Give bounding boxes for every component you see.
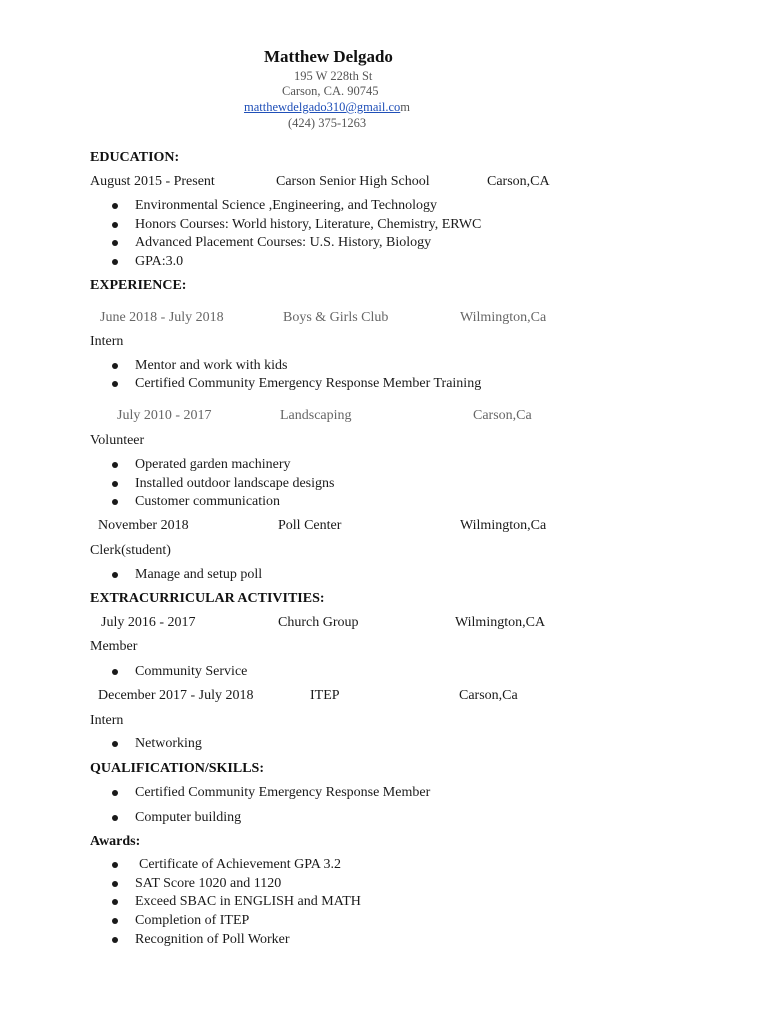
job-bullet: Mentor and work with kids bbox=[135, 358, 288, 373]
bullet-icon bbox=[112, 741, 118, 747]
job-location: Wilmington,Ca bbox=[460, 518, 547, 533]
job-location: Wilmington,Ca bbox=[460, 310, 547, 325]
job-dates: June 2018 - July 2018 bbox=[100, 310, 224, 325]
experience-heading: EXPERIENCE: bbox=[90, 278, 187, 293]
job-org: Landscaping bbox=[280, 408, 352, 423]
address-line-1: 195 W 228th St bbox=[294, 69, 373, 83]
activity-role: Member bbox=[90, 639, 138, 654]
bullet-icon bbox=[112, 815, 118, 821]
skill-bullet: Computer building bbox=[135, 810, 242, 825]
activity-bullet: Community Service bbox=[135, 664, 248, 679]
job-location: Carson,Ca bbox=[473, 408, 532, 423]
job-bullet: Certified Community Emergency Response Member Training bbox=[135, 376, 482, 391]
email-tail: m bbox=[400, 100, 410, 114]
education-bullet: Environmental Science ,Engineering, and Technology bbox=[135, 198, 438, 213]
bullet-icon bbox=[112, 381, 118, 387]
bullet-icon bbox=[112, 462, 118, 468]
job-bullet: Manage and setup poll bbox=[135, 567, 263, 582]
job-role: Volunteer bbox=[90, 433, 145, 448]
education-bullet: GPA:3.0 bbox=[135, 254, 184, 269]
activity-location: Wilmington,CA bbox=[455, 615, 546, 630]
job-bullet: Operated garden machinery bbox=[135, 457, 291, 472]
bullet-icon bbox=[112, 881, 118, 887]
bullet-icon bbox=[112, 499, 118, 505]
award-bullet: Certificate of Achievement GPA 3.2 bbox=[139, 857, 342, 872]
bullet-icon bbox=[112, 937, 118, 943]
awards-heading: Awards: bbox=[90, 834, 141, 849]
activity-location: Carson,Ca bbox=[459, 688, 518, 703]
skill-bullet: Certified Community Emergency Response Member bbox=[135, 785, 431, 800]
email-link[interactable]: matthewdelgado310@gmail.co bbox=[244, 100, 401, 114]
job-dates: July 2010 - 2017 bbox=[117, 408, 212, 423]
activity-org: ITEP bbox=[310, 688, 340, 703]
education-bullet: Advanced Placement Courses: U.S. History, Biology bbox=[135, 235, 432, 250]
bullet-icon bbox=[112, 862, 118, 868]
job-role: Intern bbox=[90, 334, 124, 349]
extracurricular-heading: EXTRACURRICULAR ACTIVITIES: bbox=[90, 591, 325, 606]
bullet-icon bbox=[112, 669, 118, 675]
education-dates: August 2015 - Present bbox=[90, 174, 215, 189]
bullet-icon bbox=[112, 203, 118, 209]
job-org: Poll Center bbox=[278, 518, 342, 533]
activity-role: Intern bbox=[90, 713, 124, 728]
applicant-name: Matthew Delgado bbox=[264, 47, 393, 66]
award-bullet: Exceed SBAC in ENGLISH and MATH bbox=[135, 894, 361, 909]
job-dates: November 2018 bbox=[98, 518, 189, 533]
activity-dates: December 2017 - July 2018 bbox=[98, 688, 254, 703]
job-org: Boys & Girls Club bbox=[283, 310, 389, 325]
bullet-icon bbox=[112, 899, 118, 905]
education-location: Carson,CA bbox=[487, 174, 550, 189]
bullet-icon bbox=[112, 363, 118, 369]
activity-bullet: Networking bbox=[135, 736, 202, 751]
award-bullet: SAT Score 1020 and 1120 bbox=[135, 876, 282, 891]
job-bullet: Customer communication bbox=[135, 494, 281, 509]
bullet-icon bbox=[112, 240, 118, 246]
activity-org: Church Group bbox=[278, 615, 359, 630]
education-heading: EDUCATION: bbox=[90, 150, 180, 165]
award-bullet: Recognition of Poll Worker bbox=[135, 932, 290, 947]
award-bullet: Completion of ITEP bbox=[135, 913, 250, 928]
bullet-icon bbox=[112, 259, 118, 265]
bullet-icon bbox=[112, 790, 118, 796]
bullet-icon bbox=[112, 222, 118, 228]
activity-dates: July 2016 - 2017 bbox=[101, 615, 196, 630]
phone-number: (424) 375-1263 bbox=[288, 116, 367, 130]
address-line-2: Carson, CA. 90745 bbox=[282, 84, 379, 98]
bullet-icon bbox=[112, 918, 118, 924]
education-bullet: Honors Courses: World history, Literature, Chemistry, ERWC bbox=[135, 217, 482, 232]
bullet-icon bbox=[112, 481, 118, 487]
skills-heading: QUALIFICATION/SKILLS: bbox=[90, 761, 265, 776]
job-bullet: Installed outdoor landscape designs bbox=[135, 476, 335, 491]
education-school: Carson Senior High School bbox=[276, 174, 430, 189]
bullet-icon bbox=[112, 572, 118, 578]
job-role: Clerk(student) bbox=[90, 543, 171, 558]
